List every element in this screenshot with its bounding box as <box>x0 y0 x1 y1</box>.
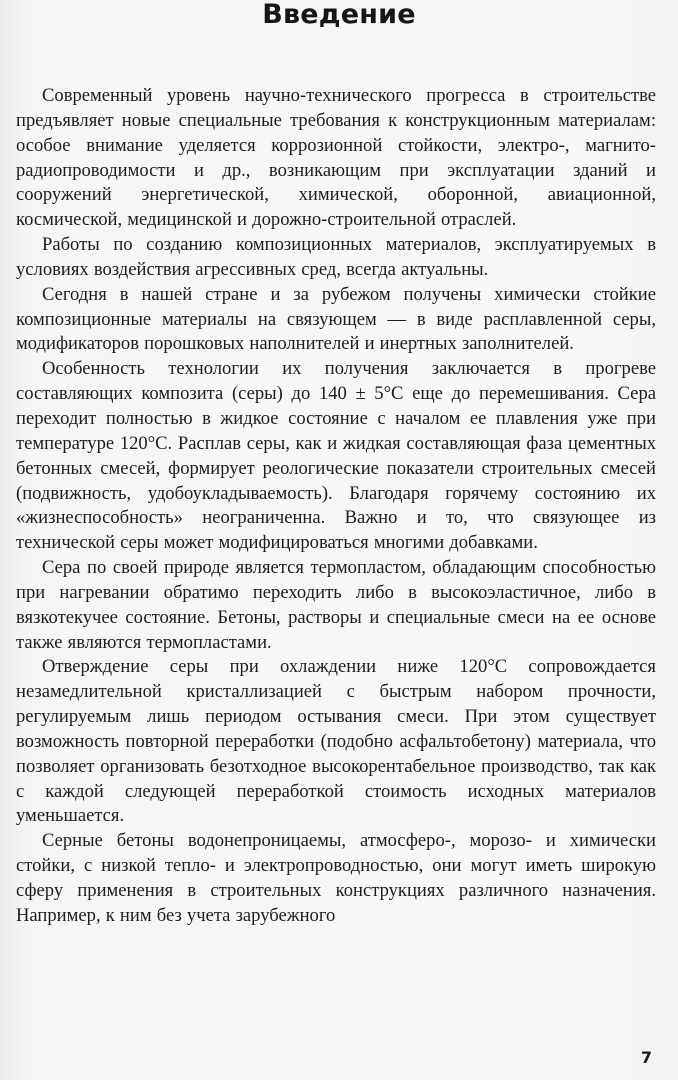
chapter-title: Введение <box>262 0 416 30</box>
body-text <box>16 84 656 929</box>
paragraph: Сегодня в нашей стране и за рубежом получены химически стойкие композиционные материалы на связующем — в виде расплавленной серы, модификаторов порошковых наполнителей и инертных заполнителей. <box>16 283 656 355</box>
page-number: 7 <box>640 1048 652 1067</box>
paragraph: Сера по своей природе является термопластом, обладающим способностью при нагревании обратимо переходить либо в высокоэластичное, либо в вязкотекучее состояние. Бетоны, растворы и специальные смеси на ее основе также являются термопластами. <box>16 557 656 653</box>
paragraph: Отверждение серы при охлаждении ниже 120°С сопровождается незамедлительной кристаллизацией с быстрым набором прочности, регулируемым лишь периодом остывания смеси. При этом существует возможность повторной переработки (подобно асфальтобетону) материала, что позволяет организовать безотходное высокорентабельное производство, так как с каждой следующей переработкой стоимость исходных материалов уменьшается. <box>16 656 656 827</box>
paragraph: Работы по созданию композиционных материалов, эксплуатируемых в условиях воздействия агрессивных сред, всегда актуальны. <box>16 234 656 280</box>
paragraph: Серные бетоны водонепроницаемы, атмосферо-, морозо- и химически стойки, с низкой тепло- и электропроводностью, они могут иметь широкую сферу применения в строительных конструкциях различного назначения. Например, к ним без учета зарубежного <box>16 830 656 926</box>
paragraph: Особенность технологии их получения заключается в прогреве составляющих композита (серы) до 140 ± 5°С еще до перемешивания. Сера переходит полностью в жидкое состояние с началом ее плавления уже при температуре 120°С. Расплав серы, как и жидкая составляющая фаза цементных бетонных смесей, формирует реологические показатели строительных смесей (подвижность, удобоукладываемость). Благодаря горячему состоянию их «жизнеспособность» неограниченна. Важно и то, что связующее из технической серы может модифицироваться многими добавками. <box>16 358 656 554</box>
paragraph: Современный уровень научно-технического прогресса в строительстве предъявляет новые специальные требования к конструкционным материалам: особое внимание уделяется коррозионной стойкости, электро-, магнито- радиопроводимости и др., возникающим при эксплуатации зданий и сооружений энергетической, химической, оборонной, авиационной, космической, медицинской и дорожно-строительной отраслей. <box>16 85 656 231</box>
